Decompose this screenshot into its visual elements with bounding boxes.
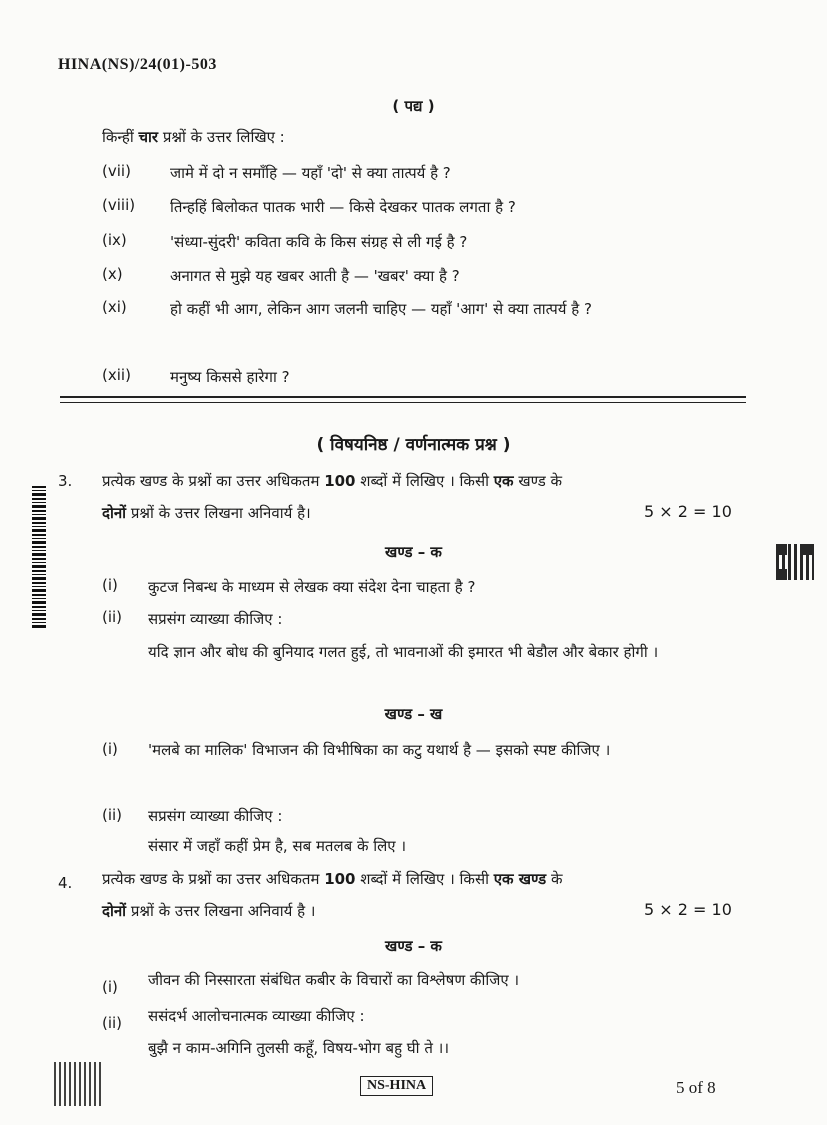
question-text: तिन्हहिं बिलोकत पातक भारी — किसे देखकर पातक लगता है ? [170,198,516,216]
quote-text: बुझै न काम-अगिनि तुलसी कहूँ, विषय-भोग बहु घी ते ।। [148,1039,450,1057]
subsection-heading: खण्ड – ख [384,705,443,723]
question-text: सप्रसंग व्याख्या कीजिए : [148,610,283,628]
question-text: ससंदर्भ आलोचनात्मक व्याख्या कीजिए : [148,1007,365,1025]
instruction-text: किन्हीं [102,128,139,146]
question-number: (xi) [102,298,127,316]
instr-text: प्रत्येक खण्ड के प्रश्नों का उत्तर अधिकतम [102,870,325,888]
question-number: (x) [102,265,123,283]
instr-bold: एक [493,472,514,490]
paper-code: HINA(NS)/24(01)-503 [58,56,217,73]
question-number: (ix) [102,231,127,249]
question-number: (ii) [102,806,123,824]
section-heading-padya: ( पद्य ) [392,97,435,115]
question-number: 3. [58,472,73,490]
instr-text: शब्दों में लिखिए । किसी [355,870,494,888]
qr-code-small-icon [54,1062,102,1106]
footer-subject-code: NS-HINA [360,1076,433,1096]
question-text: जीवन की निस्सारता संबंधित कबीर के विचारों का विश्लेषण कीजिए । [148,971,520,989]
marks-label: 5 × 2 = 10 [644,502,732,521]
question-number: (ii) [102,608,123,626]
question-text: जामे में दो न समाँहि — यहाँ 'दो' से क्या तात्पर्य है ? [170,164,451,182]
instr-text: प्रत्येक खण्ड के प्रश्नों का उत्तर अधिकतम [102,472,325,490]
question-number: (i) [102,740,118,758]
question-instruction [102,868,747,890]
instr-bold: 100 [324,870,356,888]
question-number: (vii) [102,162,131,180]
question-number: 4. [58,874,73,892]
question-text: मनुष्य किससे हारेगा ? [170,368,290,386]
instr-text: प्रश्नों के उत्तर लिखना अनिवार्य है। [126,504,311,522]
section-heading-subjective: ( विषयनिष्ठ / वर्णनात्मक प्रश्न ) [316,435,511,455]
padya-instruction [102,126,285,148]
question-text: हो कहीं भी आग, लेकिन आग जलनी चाहिए — यहाँ 'आग' से क्या तात्पर्य है ? [170,300,592,318]
divider-rule [60,396,746,398]
question-text: अनागत से मुझे यह खबर आती है — 'खबर' क्या है ? [170,267,460,285]
instr-text: के [546,870,563,888]
question-instruction-line2 [102,502,311,524]
question-instruction-line2 [102,900,316,922]
instr-bold: दोनों [102,902,127,920]
instr-bold: 100 [324,472,356,490]
subsection-heading: खण्ड – क [385,543,442,561]
instruction-bold: चार [138,128,159,146]
question-number: (viii) [102,196,136,214]
instr-bold: एक खण्ड [493,870,547,888]
instr-text: खण्ड के [513,472,563,490]
divider-rule [60,402,746,403]
question-text: 'मलबे का मालिक' विभाजन की विभीषिका का कटु यथार्थ है — इसको स्पष्ट कीजिए । [148,741,611,759]
question-text: सप्रसंग व्याख्या कीजिए : [148,807,283,825]
instr-text: शब्दों में लिखिए । किसी [355,472,494,490]
question-text: कुटज निबन्ध के माध्यम से लेखक क्या संदेश देना चाहता है ? [148,578,476,596]
instr-bold: दोनों [102,504,127,522]
quote-text: यदि ज्ञान और बोध की बुनियाद गलत हुई, तो भावनाओं की इमारत भी बेडौल और बेकार होगी । [148,643,659,661]
question-number: (i) [102,576,118,594]
page-number: 5 of 8 [676,1078,716,1097]
question-number: (ii) [102,1014,123,1032]
question-instruction [102,470,747,492]
marks-label: 5 × 2 = 10 [644,900,732,919]
question-text: 'संध्या-सुंदरी' कविता कवि के किस संग्रह से ली गई है ? [170,233,468,251]
quote-text: संसार में जहाँ कहीं प्रेम है, सब मतलब के लिए । [148,837,407,855]
subsection-heading: खण्ड – क [385,937,442,955]
instr-text: प्रश्नों के उत्तर लिखना अनिवार्य है । [126,902,316,920]
instruction-text-end: प्रश्नों के उत्तर लिखिए : [158,128,285,146]
question-number: (xii) [102,366,131,384]
question-number: (i) [102,978,118,996]
